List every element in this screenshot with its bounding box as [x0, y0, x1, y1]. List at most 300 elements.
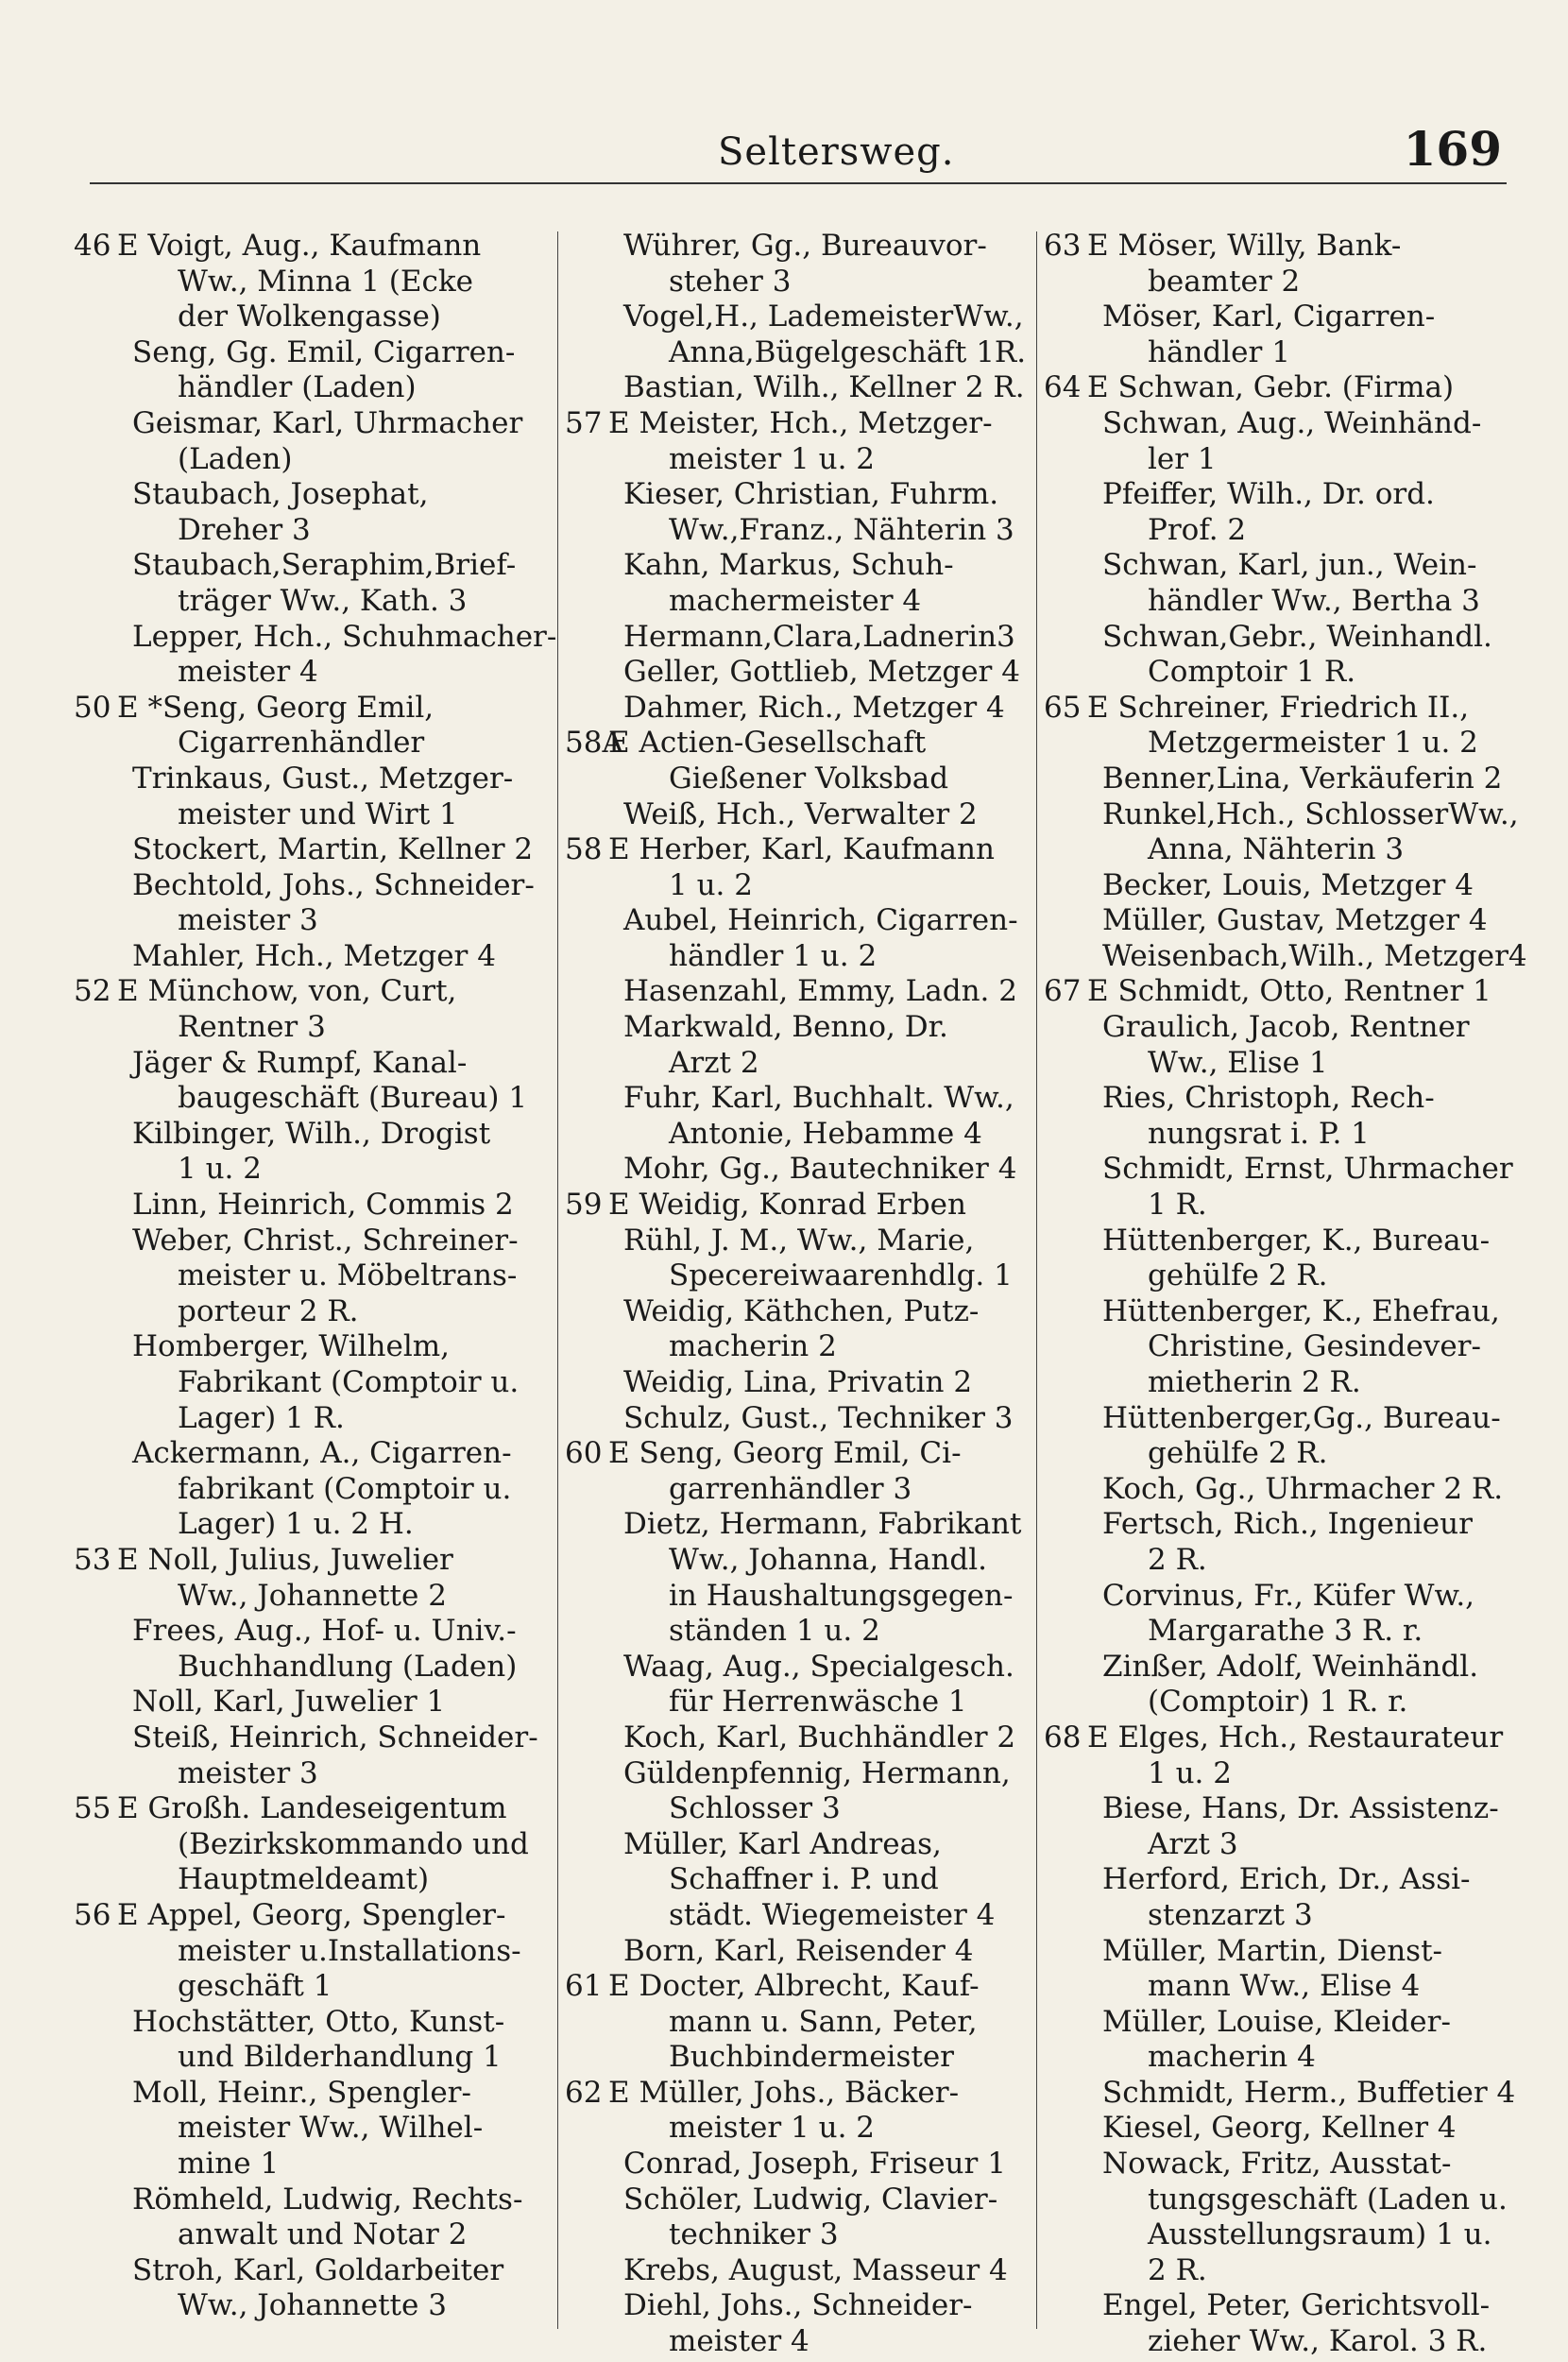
directory-line — [74, 1188, 560, 1224]
entry-text: Seng, Gg. Emil, Cigarren- — [132, 334, 516, 369]
house-number: 68 — [1044, 1720, 1082, 1754]
page-number: 169 — [1403, 121, 1502, 177]
entry-text: Jäger & Rumpf, Kanal- — [132, 1045, 468, 1080]
directory-line — [565, 370, 1051, 406]
entry-text: meister Ww., Wilhel- — [178, 2111, 484, 2146]
entry-text: Güldenpfennig, Hermann, — [623, 1755, 1011, 1790]
directory-line — [1044, 2076, 1535, 2112]
directory-line — [1044, 1756, 1535, 1792]
directory-line — [565, 2111, 1051, 2147]
directory-line — [1044, 513, 1535, 549]
house-number-entry — [565, 406, 1051, 442]
entry-text: Ww.,Franz., Nähterin 3 — [669, 512, 1014, 547]
entry-text: Kieser, Christian, Fuhrm. — [623, 477, 999, 512]
entry-text: ständen 1 u. 2 — [669, 1614, 880, 1649]
house-number-entry — [74, 229, 560, 265]
entry-text: Ww., Johannette 3 — [178, 2288, 447, 2323]
directory-line — [74, 1010, 560, 1046]
entry-text: Stroh, Karl, Goldarbeiter — [132, 2252, 504, 2287]
directory-line — [74, 1365, 560, 1401]
entry-text: Kahn, Markus, Schuh- — [623, 548, 954, 583]
entry-text: Hauptmeldeamt) — [178, 1862, 430, 1897]
house-number: 46 — [74, 229, 111, 263]
entry-text: Cigarrenhändler — [178, 726, 425, 761]
directory-line — [1044, 2253, 1535, 2289]
entry-text: meister 1 u. 2 — [669, 2111, 876, 2146]
house-number: 53 — [74, 1542, 111, 1577]
directory-line — [1044, 2182, 1535, 2218]
directory-line — [74, 513, 560, 549]
directory-line — [1044, 1081, 1535, 1117]
house-number: 50 — [74, 690, 111, 725]
directory-line — [74, 2253, 560, 2289]
house-number: 58 — [565, 832, 603, 867]
directory-line — [1044, 335, 1535, 371]
entry-text: E Elges, Hch., Restaurateur — [1087, 1720, 1504, 1754]
directory-line — [74, 1224, 560, 1259]
directory-line — [74, 442, 560, 478]
entry-text: Noll, Karl, Juwelier 1 — [132, 1685, 446, 1720]
directory-line — [74, 2005, 560, 2041]
directory-line — [565, 584, 1051, 620]
directory-line — [74, 335, 560, 371]
house-number: 64 — [1044, 370, 1082, 405]
house-number-entry — [1044, 370, 1535, 406]
house-number-entry — [565, 726, 1051, 762]
directory-line — [1044, 1258, 1535, 1294]
directory-line — [74, 1579, 560, 1615]
entry-text: Hüttenberger, K., Bureau- — [1102, 1223, 1491, 1258]
directory-column-2 — [565, 229, 1051, 2359]
directory-line — [74, 2076, 560, 2112]
directory-line — [565, 1934, 1051, 1970]
directory-line — [1044, 1614, 1535, 1650]
entry-text: händler 1 u. 2 — [669, 938, 878, 973]
entry-text: meister 4 — [178, 655, 318, 690]
directory-line — [565, 1507, 1051, 1543]
directory-line — [1044, 265, 1535, 300]
entry-text: Koch, Karl, Buchhändler 2 — [623, 1720, 1016, 1754]
entry-text: Moll, Heinr., Spengler- — [132, 2075, 471, 2110]
directory-line — [74, 265, 560, 300]
entry-text: E Meister, Hch., Metzger- — [608, 405, 993, 440]
entry-text: 2 R. — [1148, 2252, 1207, 2287]
directory-line — [565, 797, 1051, 833]
directory-line — [74, 1650, 560, 1686]
house-number-entry — [74, 1543, 560, 1579]
directory-line — [565, 620, 1051, 656]
entry-text: Hasenzahl, Emmy, Ladn. 2 — [623, 974, 1017, 1009]
entry-text: Kiesel, Georg, Kellner 4 — [1102, 2111, 1457, 2146]
house-number: 61 — [565, 1969, 603, 2004]
directory-line — [74, 1756, 560, 1792]
entry-text: mietherin 2 R. — [1148, 1365, 1361, 1399]
entry-text: Staubach, Josephat, — [132, 477, 429, 512]
directory-line — [565, 265, 1051, 300]
directory-line — [1044, 1365, 1535, 1401]
entry-text: Arzt 2 — [669, 1045, 759, 1080]
entry-text: Hüttenberger,Gg., Bureau- — [1102, 1400, 1501, 1435]
directory-line — [565, 2005, 1051, 2041]
entry-text: E Weidig, Konrad Erben — [608, 1188, 966, 1223]
entry-text: Schmidt, Herm., Buffetier 4 — [1102, 2075, 1516, 2110]
house-number-entry — [565, 1436, 1051, 1472]
entry-text: E Großh. Landeseigentum — [117, 1791, 507, 1826]
entry-text: Geller, Gottlieb, Metzger 4 — [623, 655, 1020, 690]
directory-line — [565, 2288, 1051, 2324]
entry-text: Biese, Hans, Dr. Assistenz- — [1102, 1791, 1499, 1826]
directory-line — [1044, 477, 1535, 513]
house-number-entry — [74, 1898, 560, 1934]
directory-line — [565, 1294, 1051, 1330]
entry-text: händler (Laden) — [178, 370, 417, 405]
directory-line — [565, 2324, 1051, 2360]
entry-text: Wührer, Gg., Bureauvor- — [623, 229, 987, 263]
directory-line — [565, 2217, 1051, 2253]
entry-text: E Herber, Karl, Kaufmann — [608, 832, 995, 867]
entry-text: Margarathe 3 R. r. — [1148, 1614, 1423, 1649]
directory-line — [565, 1117, 1051, 1153]
entry-text: Rentner 3 — [178, 1010, 326, 1045]
directory-line — [565, 1685, 1051, 1720]
directory-line — [1044, 1436, 1535, 1472]
entry-text: Anna,Bügelgeschäft 1R. — [669, 334, 1027, 369]
directory-line — [565, 1152, 1051, 1188]
directory-line — [565, 1756, 1051, 1792]
directory-column-1 — [74, 229, 560, 2336]
directory-line — [1044, 1650, 1535, 1686]
directory-line — [1044, 2288, 1535, 2324]
header-rule — [90, 182, 1507, 184]
entry-text: E Voigt, Aug., Kaufmann — [117, 229, 482, 263]
directory-line — [74, 1720, 560, 1756]
entry-text: Benner,Lina, Verkäuferin 2 — [1102, 761, 1503, 796]
directory-line — [1044, 1543, 1535, 1579]
directory-line — [1044, 548, 1535, 584]
entry-text: zieher Ww., Karol. 3 R. — [1148, 2324, 1488, 2359]
entry-text: E Schmidt, Otto, Rentner 1 — [1087, 974, 1491, 1009]
directory-line — [1044, 655, 1535, 691]
house-number: 62 — [565, 2075, 603, 2110]
entry-text: meister 1 u. 2 — [669, 441, 876, 476]
entry-text: meister 4 — [669, 2324, 810, 2359]
directory-line — [1044, 442, 1535, 478]
entry-text: Mahler, Hch., Metzger 4 — [132, 938, 496, 973]
entry-text: Metzgermeister 1 u. 2 — [1148, 726, 1478, 761]
entry-text: Born, Karl, Reisender 4 — [623, 1933, 974, 1968]
entry-text: Weiß, Hch., Verwalter 2 — [623, 796, 978, 831]
entry-text: Aubel, Heinrich, Cigarren- — [623, 903, 1018, 938]
entry-text: Rühl, J. M., Ww., Marie, — [623, 1223, 975, 1258]
directory-line — [1044, 762, 1535, 797]
entry-text: Specereiwaarenhdlg. 1 — [669, 1258, 1013, 1293]
entry-text: Buchbindermeister — [669, 2040, 954, 2075]
directory-line — [74, 1507, 560, 1543]
directory-line — [1044, 2005, 1535, 2041]
entry-text: Schaffner i. P. und — [669, 1862, 939, 1897]
entry-text: Weber, Christ., Schreiner- — [132, 1223, 519, 1258]
entry-text: Weisenbach,Wilh., Metzger4 — [1102, 938, 1527, 973]
entry-text: E Actien-Gesellschaft — [608, 726, 927, 761]
directory-line — [74, 903, 560, 939]
entry-text: Fabrikant (Comptoir u. — [178, 1365, 520, 1399]
house-number-entry — [1044, 691, 1535, 727]
entry-text: Römheld, Ludwig, Rechts- — [132, 2182, 523, 2217]
directory-line — [74, 2217, 560, 2253]
entry-text: Vogel,H., LademeisterWw., — [623, 300, 1024, 334]
directory-line — [1044, 1188, 1535, 1224]
entry-text: 2 R. — [1148, 1542, 1207, 1577]
directory-line — [565, 1329, 1051, 1365]
entry-text: machermeister 4 — [669, 583, 922, 618]
directory-line — [565, 229, 1051, 265]
directory-line — [1044, 903, 1535, 939]
directory-line — [565, 442, 1051, 478]
directory-line — [1044, 1898, 1535, 1934]
directory-line — [1044, 1507, 1535, 1543]
directory-line — [74, 477, 560, 513]
directory-line — [74, 1685, 560, 1720]
directory-line — [565, 1827, 1051, 1863]
directory-line — [565, 1224, 1051, 1259]
house-number: 59 — [565, 1188, 603, 1223]
directory-line — [565, 300, 1051, 335]
directory-line — [74, 1081, 560, 1117]
entry-text: ler 1 — [1148, 441, 1217, 476]
entry-text: gehülfe 2 R. — [1148, 1258, 1328, 1293]
directory-line — [74, 406, 560, 442]
directory-line — [1044, 868, 1535, 904]
directory-line — [74, 1436, 560, 1472]
entry-text: Ww., Johannette 2 — [178, 1578, 447, 1613]
entry-text: Anna, Nähterin 3 — [1148, 832, 1405, 867]
directory-line — [74, 1827, 560, 1863]
entry-text: Nowack, Fritz, Ausstat- — [1102, 2147, 1452, 2182]
entry-text: Diehl, Johs., Schneider- — [623, 2288, 973, 2323]
entry-text: meister 3 — [178, 903, 318, 938]
directory-line — [74, 939, 560, 975]
entry-text: stenzarzt 3 — [1148, 1897, 1313, 1932]
directory-line — [74, 1329, 560, 1365]
entry-text: Müller, Martin, Dienst- — [1102, 1933, 1443, 1968]
entry-text: Herford, Erich, Dr., Assi- — [1102, 1862, 1471, 1897]
directory-line — [1044, 2324, 1535, 2360]
directory-line — [74, 762, 560, 797]
entry-text: tungsgeschäft (Laden u. — [1148, 2182, 1508, 2217]
directory-line — [1044, 1329, 1535, 1365]
directory-line — [74, 620, 560, 656]
entry-text: Weidig, Lina, Privatin 2 — [623, 1365, 973, 1399]
directory-line — [565, 477, 1051, 513]
directory-line — [1044, 1969, 1535, 2005]
entry-text: Müller, Gustav, Metzger 4 — [1102, 903, 1488, 938]
entry-text: (Comptoir) 1 R. r. — [1148, 1685, 1408, 1720]
entry-text: Gießener Volksbad — [669, 761, 949, 796]
directory-column-3 — [1044, 229, 1535, 2359]
entry-text: E Müller, Johs., Bäcker- — [608, 2075, 960, 2110]
directory-line — [74, 370, 560, 406]
entry-text: Krebs, August, Masseur 4 — [623, 2252, 1008, 2287]
directory-line — [565, 1472, 1051, 1508]
directory-line — [1044, 939, 1535, 975]
directory-line — [74, 1152, 560, 1188]
directory-line — [74, 1934, 560, 1970]
entry-text: meister und Wirt 1 — [178, 796, 458, 831]
house-number-entry — [74, 691, 560, 727]
directory-line — [1044, 300, 1535, 335]
running-title: Seltersweg. — [718, 130, 955, 174]
entry-text: Mohr, Gg., Bautechniker 4 — [623, 1152, 1017, 1187]
directory-line — [1044, 1685, 1535, 1720]
directory-line — [74, 655, 560, 691]
entry-text: porteur 2 R. — [178, 1293, 359, 1328]
house-number-entry — [1044, 229, 1535, 265]
entry-text: Buchhandlung (Laden) — [178, 1649, 518, 1684]
directory-line — [565, 1862, 1051, 1898]
entry-text: Comptoir 1 R. — [1148, 655, 1356, 690]
directory-line — [1044, 1152, 1535, 1188]
directory-line — [74, 1401, 560, 1437]
entry-text: Lager) 1 R. — [178, 1400, 345, 1435]
entry-text: macherin 4 — [1148, 2040, 1316, 2075]
directory-line — [1044, 1294, 1535, 1330]
directory-line — [565, 903, 1051, 939]
directory-line — [1044, 726, 1535, 762]
entry-text: Staubach,Seraphim,Brief- — [132, 548, 517, 583]
directory-line — [1044, 1791, 1535, 1827]
entry-text: Dietz, Hermann, Fabrikant — [623, 1507, 1022, 1542]
entry-text: 1 u. 2 — [178, 1152, 262, 1187]
entry-text: meister u. Möbeltrans- — [178, 1258, 518, 1293]
entry-text: und Bilderhandlung 1 — [178, 2040, 502, 2075]
entry-text: mann u. Sann, Peter, — [669, 2004, 978, 2039]
entry-text: Pfeiffer, Wilh., Dr. ord. — [1102, 477, 1435, 512]
house-number: 56 — [74, 1897, 111, 1932]
entry-text: Schwan,Gebr., Weinhandl. — [1102, 619, 1492, 654]
entry-text: Prof. 2 — [1148, 512, 1247, 547]
house-number-entry — [565, 832, 1051, 868]
directory-line — [565, 762, 1051, 797]
directory-line — [1044, 1934, 1535, 1970]
directory-line — [565, 1650, 1051, 1686]
entry-text: Antonie, Hebamme 4 — [669, 1116, 982, 1151]
house-number: 60 — [565, 1436, 603, 1471]
entry-text: Schöler, Ludwig, Clavier- — [623, 2182, 998, 2217]
entry-text: Schwan, Aug., Weinhänd- — [1102, 405, 1482, 440]
entry-text: mann Ww., Elise 4 — [1148, 1969, 1421, 2004]
directory-line — [565, 1365, 1051, 1401]
entry-text: Bechtold, Johs., Schneider- — [132, 867, 535, 902]
directory-line — [74, 584, 560, 620]
directory-line — [74, 1046, 560, 1082]
directory-line — [565, 1898, 1051, 1934]
directory-line — [1044, 1827, 1535, 1863]
entry-text: meister 3 — [178, 1755, 318, 1790]
directory-line — [74, 1472, 560, 1508]
directory-line — [565, 1010, 1051, 1046]
entry-text: Corvinus, Fr., Küfer Ww., — [1102, 1578, 1475, 1613]
directory-line — [1044, 1401, 1535, 1437]
directory-line — [565, 2182, 1051, 2218]
directory-line — [1044, 2147, 1535, 2182]
entry-text: E Seng, Georg Emil, Ci- — [608, 1436, 962, 1471]
directory-line — [1044, 584, 1535, 620]
entry-text: steher 3 — [669, 264, 792, 299]
directory-line — [1044, 1862, 1535, 1898]
entry-text: techniker 3 — [669, 2217, 839, 2252]
directory-line — [74, 2147, 560, 2182]
directory-line — [565, 691, 1051, 727]
entry-text: 1 u. 2 — [669, 867, 753, 902]
entry-text: Homberger, Wilhelm, — [132, 1329, 451, 1364]
entry-text: Dreher 3 — [178, 512, 311, 547]
directory-line — [565, 548, 1051, 584]
entry-text: Hermann,Clara,Ladnerin3 — [623, 619, 1015, 654]
house-number: 67 — [1044, 974, 1082, 1009]
entry-text: meister u.Installations- — [178, 1933, 521, 1968]
directory-line — [565, 335, 1051, 371]
directory-line — [74, 300, 560, 335]
entry-text: Steiß, Heinrich, Schneider- — [132, 1720, 538, 1754]
directory-line — [74, 1117, 560, 1153]
directory-line — [74, 1862, 560, 1898]
entry-text: der Wolkengasse) — [178, 300, 441, 334]
entry-text: (Bezirkskommando und — [178, 1826, 529, 1861]
directory-line — [1044, 797, 1535, 833]
entry-text: Ackermann, A., Cigarren- — [132, 1436, 512, 1471]
entry-text: 1 u. 2 — [1148, 1755, 1232, 1790]
directory-line — [1044, 1046, 1535, 1082]
entry-text: Ww., Elise 1 — [1148, 1045, 1328, 1080]
entry-text: für Herrenwäsche 1 — [669, 1685, 967, 1720]
directory-line — [74, 726, 560, 762]
entry-text: Stockert, Martin, Kellner 2 — [132, 832, 534, 867]
house-number-entry — [74, 1791, 560, 1827]
directory-line — [74, 2111, 560, 2147]
directory-line — [565, 1081, 1051, 1117]
entry-text: Müller, Karl Andreas, — [623, 1826, 942, 1861]
directory-line — [565, 655, 1051, 691]
entry-text: mine 1 — [178, 2147, 280, 2182]
directory-line — [74, 2182, 560, 2218]
entry-text: nungsrat i. P. 1 — [1148, 1116, 1370, 1151]
house-number-entry — [565, 1188, 1051, 1224]
directory-line — [74, 548, 560, 584]
directory-line — [74, 2288, 560, 2324]
entry-text: Fuhr, Karl, Buchhalt. Ww., — [623, 1081, 1014, 1116]
entry-text: Engel, Peter, Gerichtsvoll- — [1102, 2288, 1491, 2323]
entry-text: Möser, Karl, Cigarren- — [1102, 300, 1436, 334]
entry-text: Frees, Aug., Hof- u. Univ.- — [132, 1614, 517, 1649]
house-number-entry — [565, 1969, 1051, 2005]
house-number: 63 — [1044, 229, 1082, 263]
entry-text: Runkel,Hch., SchlosserWw., — [1102, 796, 1519, 831]
entry-text: Waag, Aug., Specialgesch. — [623, 1649, 1014, 1684]
directory-line — [565, 1046, 1051, 1082]
entry-text: E Appel, Georg, Spengler- — [117, 1897, 506, 1932]
entry-text: Trinkaus, Gust., Metzger- — [132, 761, 514, 796]
directory-line — [565, 1543, 1051, 1579]
entry-text: Koch, Gg., Uhrmacher 2 R. — [1102, 1471, 1504, 1506]
entry-text: anwalt und Notar 2 — [178, 2217, 468, 2252]
directory-line — [565, 513, 1051, 549]
house-number-entry — [74, 974, 560, 1010]
entry-text: fabrikant (Comptoir u. — [178, 1471, 512, 1506]
directory-line — [1044, 1117, 1535, 1153]
entry-text: Ries, Christoph, Rech- — [1102, 1081, 1435, 1116]
entry-text: Hüttenberger, K., Ehefrau, — [1102, 1293, 1500, 1328]
directory-line — [1044, 2111, 1535, 2147]
